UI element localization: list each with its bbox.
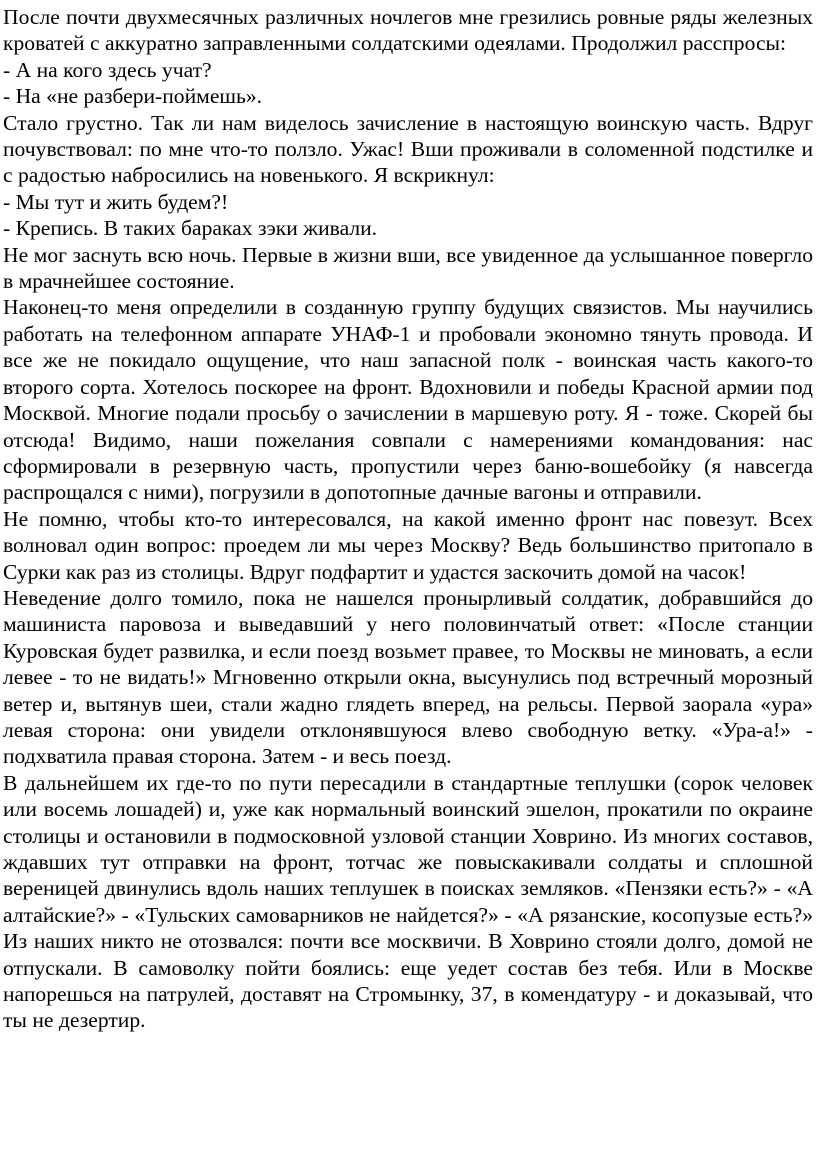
paragraph-1: После почти двухмесячных различных ночлегов мне грезились ровные ряды железных кроватей с аккуратно заправленными солдатскими одеялами. Продолжил расспросы: — [3, 5, 813, 56]
paragraph-2: - А на кого здесь учат? — [3, 57, 212, 82]
paragraph-4: Стало грустно. Так ли нам виделось зачисление в настоящую воинскую часть. Вдруг почувствовал: по мне что-то ползло. Ужас! Вши проживали в соломенной подстилке и с радостью набросились на новенького. Я вскрикнул: — [3, 110, 813, 188]
paragraph-3: - На «не разбери-поймешь». — [3, 84, 263, 109]
paragraph-9: Не помню, чтобы кто-то интересовался, на какой именно фронт нас повезут. Всех волновал один вопрос: проедем ли мы через Москву? Ведь большинство притопало в Сурки как раз из столицы. Вдруг подфартит и удастся заскочить домой на часок! — [3, 506, 813, 584]
paragraph-7: Не мог заснуть всю ночь. Первые в жизни вши, все увиденное да услышанное повергло в мрачнейшее состояние. — [3, 242, 813, 294]
paragraph-10: Неведение долго томило, пока не нашелся пронырливый солдатик, добравшийся до машиниста паровоза и выведавший у него половинчатый ответ: «После станции Куровская будет развилка, и если поезд возьмет правее, то Москвы не миновать, а если левее - то не видать!» Мгновенно открыли окна, высунулись под встречный морозный ветер и, вытянув шеи, стали жадно глядеть вперед, на рельсы. Первой заорала «ура» левая сторона: они увидели отклонявшуюся влево свободную ветку. «Ура-а!» - подхватила правая сторона. Затем - и весь поезд. — [3, 585, 813, 769]
paragraph-11: В дальнейшем их где-то по пути пересадили в стандартные теплушки (сорок человек или восемь лошадей) и, уже как нормальный воинский эшелон, прокатили по окраине столицы и остановили в подмосковной узловой станции Ховрино. Из многих составов, ждавших тут отправки на фронт, тотчас же повыскакивали солдаты и сплошной вереницей двинулись вдоль наших теплушек в поисках земляков. «Пензяки есть?» - «А алтайские?» - «Тульских самоварников не найдется?» - «А рязанские, косопузые есть?» Из наших никто не отозвался: почти все москвичи. В Ховрино стояли долго, домой не отпускали. В самоволку пойти боялись: еще уедет состав без тебя. Или в Москве напорешься на патрулей, доставят на Стромынку, 37, в комендатуру - и доказывай, что ты не дезертир. — [3, 770, 813, 1033]
paragraph-6: - Крепись. В таких бараках зэки живали. — [3, 216, 378, 241]
paragraph-8: Наконец-то меня определили в созданную группу будущих связистов. Мы научились работать на телефонном аппарате УНАФ-1 и пробовали экономно тянуть провода. И все же не покидало ощущение, что наш запасной полк - воинская часть какого-то второго сорта. Хотелось поскорее на фронт. Вдохновили и победы Красной армии под Москвой. Многие подали просьбу о зачислении в маршевую роту. Я - тоже. Скорей бы отсюда! Видимо, наши пожелания совпали с намерениями командования: нас сформировали в резервную часть, пропустили через баню-вошебойку (я навсегда распрощался с ними), погрузили в допотопные дачные вагоны и отправили. — [3, 295, 813, 505]
paragraph-5: - Мы тут и жить будем?! — [3, 189, 229, 214]
